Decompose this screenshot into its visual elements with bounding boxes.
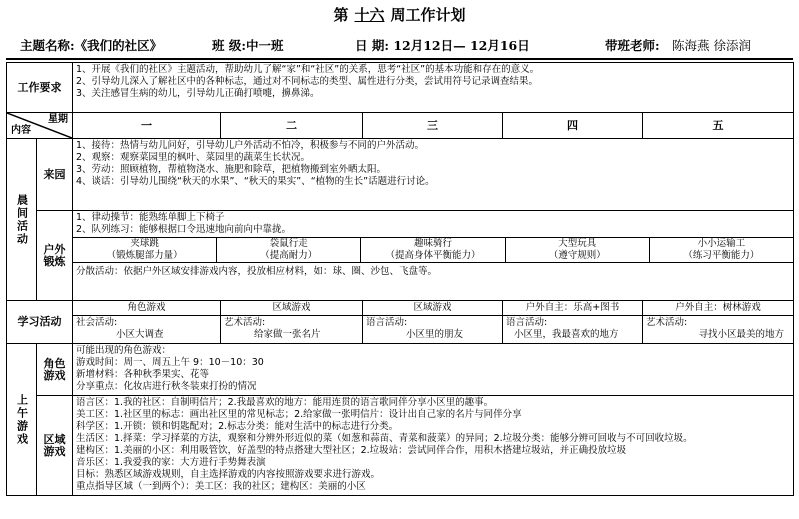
day-monday: 一 <box>73 113 221 139</box>
study-header-tuesday: 区域游戏 <box>221 301 363 316</box>
outdoor-game-tuesday: 袋鼠行走 （提高耐力） <box>216 238 360 262</box>
plan-info-bar <box>0 36 799 56</box>
outdoor-game-thursday: 大型玩具 （遵守规则） <box>505 238 649 262</box>
study-activity-monday: 社会活动: 小区大调查 <box>73 316 221 344</box>
outdoor-row <box>7 211 794 301</box>
outdoor-game-friday: 小小运输工 （练习平衡能力） <box>649 238 793 262</box>
morning-activities-label: 晨间活动 <box>7 139 37 301</box>
area-play-row <box>7 396 794 496</box>
days-header-row <box>7 113 794 139</box>
outdoor-daily-games <box>73 237 793 263</box>
study-activities-label: 学习活动 <box>7 301 73 344</box>
outdoor-game-monday: 夹球跳 （锻炼腿部力量） <box>106 238 183 261</box>
study-activities-row <box>7 316 794 344</box>
weekly-plan-table <box>6 62 794 496</box>
work-requirements-content: 1、开展《我们的社区》主题活动，帮助幼儿了解“家”和“社区”的关系，思考“社区”的基本功能和存在的意义。 2、引导幼儿深入了解社区中的各种标志，通过对不同标志的类型、属性进行分类，尝试用符号记录调查结果。 3、关注感冒生病的幼儿，引导幼儿正确打喷嚏，擤鼻涕。 <box>73 63 794 113</box>
role-play-content: 可能出现的角色游戏： 游戏时间：周一、周五上午 9：10－10：30 新增材料：各种秋季果实、花等 分享重点：化妆店进行秋冬装束打扮的情况 <box>73 344 794 396</box>
day-thursday: 四 <box>503 113 643 139</box>
teacher-label: 带班老师: <box>605 38 660 53</box>
day-tuesday: 二 <box>221 113 363 139</box>
week-number: 十六 <box>354 6 385 24</box>
work-requirements-label: 工作要求 <box>7 63 73 113</box>
forenoon-games-label: 上午游戏 <box>7 344 37 496</box>
outdoor-game-wednesday: 趣味骑行 （提高身体平衡能力） <box>360 238 504 262</box>
date-range: 日 期: 12月12日— 12月16日 <box>355 38 530 53</box>
arrival-content: 1、接待：热情与幼儿问好，引导幼儿户外活动不怕冷，积极参与不同的户外活动。 2、观察：观察菜园里的枫叶、菜园里的蔬菜生长状况。 3、劳动：照顾植物，帮植物浇水、施肥和除草，把植物搬到室外晒太阳。 4、谈话：引导幼儿围绕“秋天的水果”、“秋天的果实”、“植物的生长”话题进行讨论。 <box>73 139 794 211</box>
scattered-activity-note: 分散活动：依据户外区域安排游戏内容，投放相应材料，如：球、圈、沙包、飞盘等。 <box>76 266 438 277</box>
role-play-row <box>7 344 794 396</box>
outdoor-exercise-label: 户外锻炼 <box>37 211 73 301</box>
theme-name: 主题名称:《我们的社区》 <box>20 38 163 53</box>
study-header-friday: 户外自主：树林游戏 <box>643 301 794 316</box>
arrival-label: 来园 <box>37 139 73 211</box>
study-activity-friday: 艺术活动: 寻找小区最美的地方 <box>643 316 794 344</box>
study-header-thursday: 户外自主：乐高+图书 <box>503 301 643 316</box>
arrival-row <box>7 139 794 211</box>
day-wednesday: 三 <box>363 113 503 139</box>
class-name: 班 级:中一班 <box>212 38 284 53</box>
role-play-label: 角色游戏 <box>37 344 73 396</box>
study-activity-thursday: 语言活动: 小区里，我最喜欢的地方 <box>503 316 643 344</box>
page-title: 第 十六 周工作计划 <box>333 6 466 24</box>
study-headers-row <box>7 301 794 316</box>
outdoor-content: 1、律动操节：能熟练单脚上下椅子 2、队列练习：能够根据口令迅速地向前向中靠拢。 夹球跳 （锻炼腿部力量） 袋鼠行走 （提高耐力） 趣味骑行 （提高身体平衡能力） 大型玩具 （遵守规则） 小小运输工 （练习平衡能力） 分散活动：依据户外区域安排游戏内容，投放相应材料，如：球、圈、沙包、飞盘等。 <box>73 211 794 301</box>
area-play-content: 语言区：1.我的社区：自制明信片；2.我最喜欢的地方：能用连贯的语言歌同伴分享小区里的趣事。 美工区：1.社区里的标志：画出社区里的常见标志；2.给家做一张明信片：设计出自己家的名片与同伴分享 科学区：1.开锁：锁和钥匙配对；2.标志分类：能对生活中的标志进行分类。 生活区：1.择菜：学习择菜的方法，观察和分辨外形近似的菜（如葱和蒜苗、青菜和菠菜）的异同；2.垃圾分类：能够分辨可回收与不可回收垃圾。 建构区：1.美丽的小区：利用吸管饮，好盖型的特点搭建大型社区；2.垃圾站：尝试同伴合作，用积木搭建垃圾站，并正确投放垃圾 音乐区：1.我爱我的家：大方进行手势舞表演 目标：熟悉区域游戏规则，自主选择游戏的内容按照游戏要求进行游戏。 重点指导区域（一到两个）：美工区：我的社区；建构区：美丽的小区 <box>73 396 794 496</box>
area-play-label: 区域游戏 <box>37 396 73 496</box>
study-header-wednesday: 区域游戏 <box>363 301 503 316</box>
work-requirements-row <box>7 63 794 113</box>
weekday-corner-cell: 星期 内容 <box>7 113 73 139</box>
day-friday: 五 <box>643 113 794 139</box>
header-divider <box>6 58 793 60</box>
study-activity-tuesday: 艺术活动: 给家做一张名片 <box>221 316 363 344</box>
study-header-monday: 角色游戏 <box>73 301 221 316</box>
teacher-names: 陈海燕 徐添润 <box>672 38 751 53</box>
study-activity-wednesday: 语言活动: 小区里的朋友 <box>363 316 503 344</box>
